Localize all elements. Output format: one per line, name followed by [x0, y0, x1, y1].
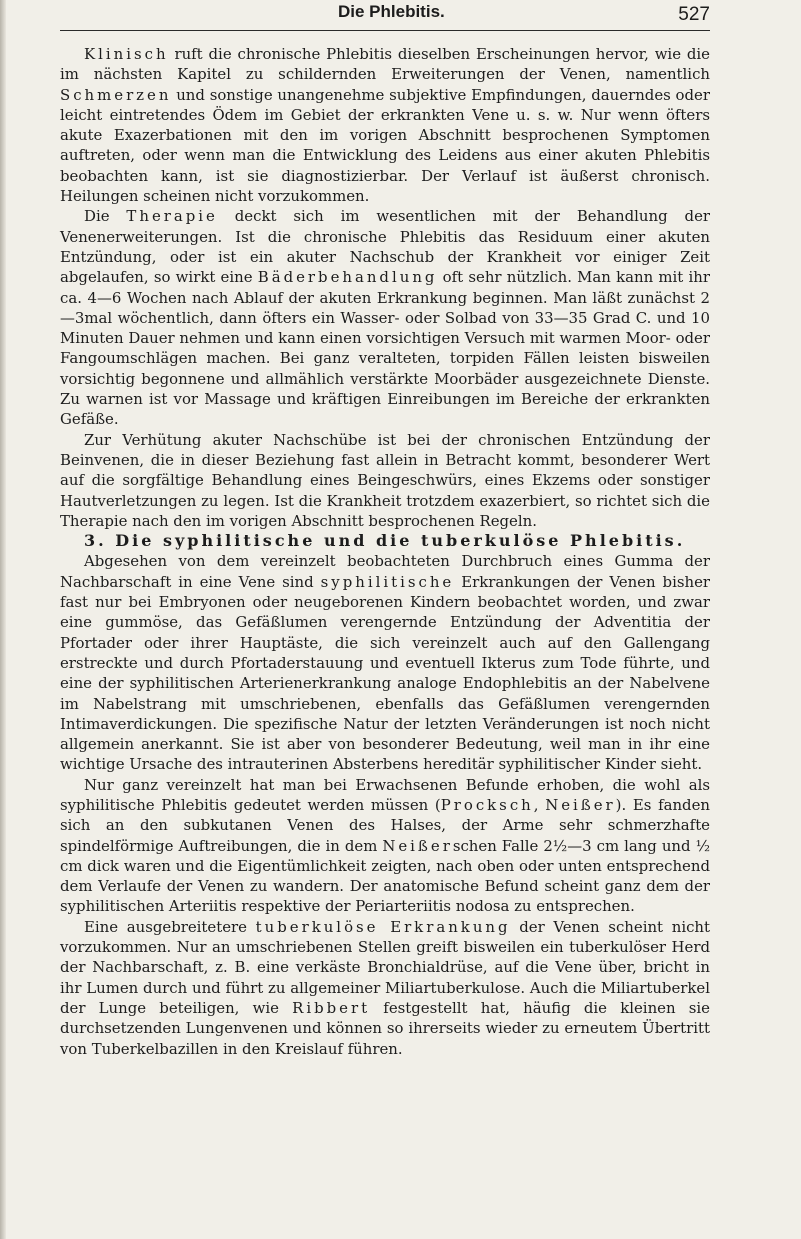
paragraph-text: Zur Verhütung akuter Nachschübe ist bei der chronischen Entzündung der Beinvenen, die in dieser Beziehung fast allein in Betracht kommt, besonderer Wert auf die sorgfältige Behandlung eines Beingeschwürs, eines Ekzems oder sonstiger Hautverletzungen zu legen. Ist die Krankheit trotzdem exazerbiert, so richtet sich die Therapie nach den im vorigen Abschnitt besprochenen Regeln. — [60, 430, 710, 530]
paragraph-text: Abgesehen von dem vereinzelt beobachteten Durchbruch eines Gumma der Nachbarschaft in eine Vene sind — [60, 552, 710, 591]
author-neisser-case: Neißer — [382, 836, 453, 855]
paragraph-text: , — [533, 795, 546, 814]
paragraph-text: Die — [84, 207, 110, 226]
emphasis-klinisch: Klinisch — [84, 45, 169, 63]
paragraph-text: ). Es fanden sich an den subkutanen Venen des Halses, der Arme sehr schmerzhafte spindelförmige Auftreibungen, die in dem — [60, 795, 710, 855]
paragraph-text: ruft die chronische Phlebitis dieselben Erscheinungen hervor, wie die im nächsten Kapitel zu schildernden Erweiterungen der Venen, namentlich — [60, 45, 710, 84]
paragraph-clinical — [60, 44, 710, 206]
paragraph-text: Nur ganz vereinzelt hat man bei Erwachsenen Befunde erhoben, die wohl als syphilitische Phlebitis gedeutet werden müssen ( — [60, 775, 710, 814]
emphasis-tuberkuloese: tuberkulöse Erkrankung — [255, 917, 511, 936]
emphasis-therapie: Therapie — [126, 207, 218, 226]
paragraph-text: der Venen scheint nicht vorzukommen. Nur an umschriebenen Stellen greift bisweilen ein tuberkulöser Herd der Nachbarschaft, z. B. eine verkäste Bronchialdrüse, auf die Vene über, bricht in ihr Lumen durch und führt zu allgemeiner Miliartuberkulose. Auch die Miliartuberkel der Lunge beteiligen, wie — [60, 917, 710, 1017]
page-binding-edge — [0, 0, 6, 1239]
paragraph-text: schen Falle 2½—3 cm lang und ½ cm dick waren und die Eigentümlichkeit zeigten, nach oben oder unten entsprechend dem Verlaufe der Venen zu wandern. Der anatomische Befund scheint ganz dem der syphilitischen Arteriitis respektive der Periarteriitis nodosa zu entsprechen. — [60, 836, 710, 916]
paragraph-text: festgestellt hat, häufig die kleinen sie durchsetzenden Lungenvenen und können so ihrerseits wieder zu erneutem Übertritt von Tuberkelbazillen in den Kreislauf führen. — [60, 998, 710, 1058]
author-procksch: Procksch — [440, 795, 534, 814]
paragraph-syphilitic — [60, 551, 710, 774]
section-heading: 3. Die syphilitische und die tuberkulöse Phlebitis. — [84, 531, 686, 551]
paragraph-text: oft sehr nützlich. Man kann mit ihr ca. 4—6 Wochen nach Ablauf der akuten Erkrankung beginnen. Man läßt zunächst 2—3mal wöchentlich, dann öfters ein Wasser- oder Solbad von 33—35 Grad C. und 10 Minuten Dauer nehmen und kann einen vorsichtigen Versuch mit warmen Moor- oder Fangoumschlägen machen. Bei ganz veralteten, torpiden Fällen leisten bisweilen vorsichtig begonnene und allmählich verstärkte Moorbäder ausgezeichnete Dienste. Zu warnen ist vor Massage und kräftigen Einreibungen im Bereiche der erkrankten Gefäße. — [60, 268, 710, 429]
paragraph-therapy — [60, 206, 710, 429]
paragraph-tuberculous — [60, 917, 710, 1059]
paragraph-adults — [60, 775, 710, 917]
paragraph-text: Erkrankungen der Venen bisher fast nur bei Embryonen oder neugeborenen Kindern beobachtet worden, und zwar eine gummöse, das Gefäßlumen verengernde Entzündung der Adventitia der Pfortader oder ihrer Hauptäste, die sich vereinzelt auch auf den Gallengang erstreckte und durch Pfortaderstauung und eventuell Ikterus zum Tode führte, und eine der syphilitischen Arterienerkrankung analoge Endophlebitis an der Nabelvene im Nabelstrang mit umschriebenen, ebenfalls das Gefäßlumen verengernden Intimaverdickungen. Die spezifische Natur der letzten Veränderungen ist noch nicht allgemein anerkannt. Sie ist aber von besonderer Bedeutung, weil man in ihr eine wichtige Ursache des intrauterinen Absterbens hereditär syphilitischer Kinder sieht. — [60, 572, 711, 774]
emphasis-syphilitische: syphilitische — [320, 572, 455, 591]
paragraph-text: Eine ausgebreitetere — [84, 917, 256, 936]
paragraph-prevention — [60, 430, 710, 531]
body-text — [60, 44, 710, 1059]
emphasis-baederbehandlung: Bäderbehandlung — [257, 268, 438, 287]
running-header — [60, 2, 710, 31]
paragraph-text: deckt sich im wesentlichen mit der Behandlung der Venenerweiterungen. Ist die chronische Phlebitis das Residuum einer akuten Entzündung, oder ist ein akuter Nachschub der Krankheit vor einiger Zeit abgelaufen, so wirkt eine — [60, 207, 711, 287]
author-ribbert: Ribbert — [292, 998, 371, 1017]
running-title: Die Phlebitis. — [338, 2, 445, 21]
author-neisser: Neißer — [545, 795, 616, 814]
emphasis-schmerzen: Schmerzen — [60, 85, 172, 104]
paragraph-text: und sonstige unangenehme subjektive Empfindungen, dauerndes oder leicht eintretendes Ödem im Gebiet der erkrankten Vene u. s. w. Nur wenn öfters akute Exazerbationen mit den im vorigen Abschnitt besprochenen Symptomen auftreten, oder wenn man die Entwicklung des Leidens aus einer akuten Phlebitis beobachten kann, ist sie diagnostizierbar. Der Verlauf ist äußerst chronisch. Heilungen scheinen nicht vorzukommen. — [60, 85, 710, 206]
page-number: 527 — [678, 4, 710, 25]
